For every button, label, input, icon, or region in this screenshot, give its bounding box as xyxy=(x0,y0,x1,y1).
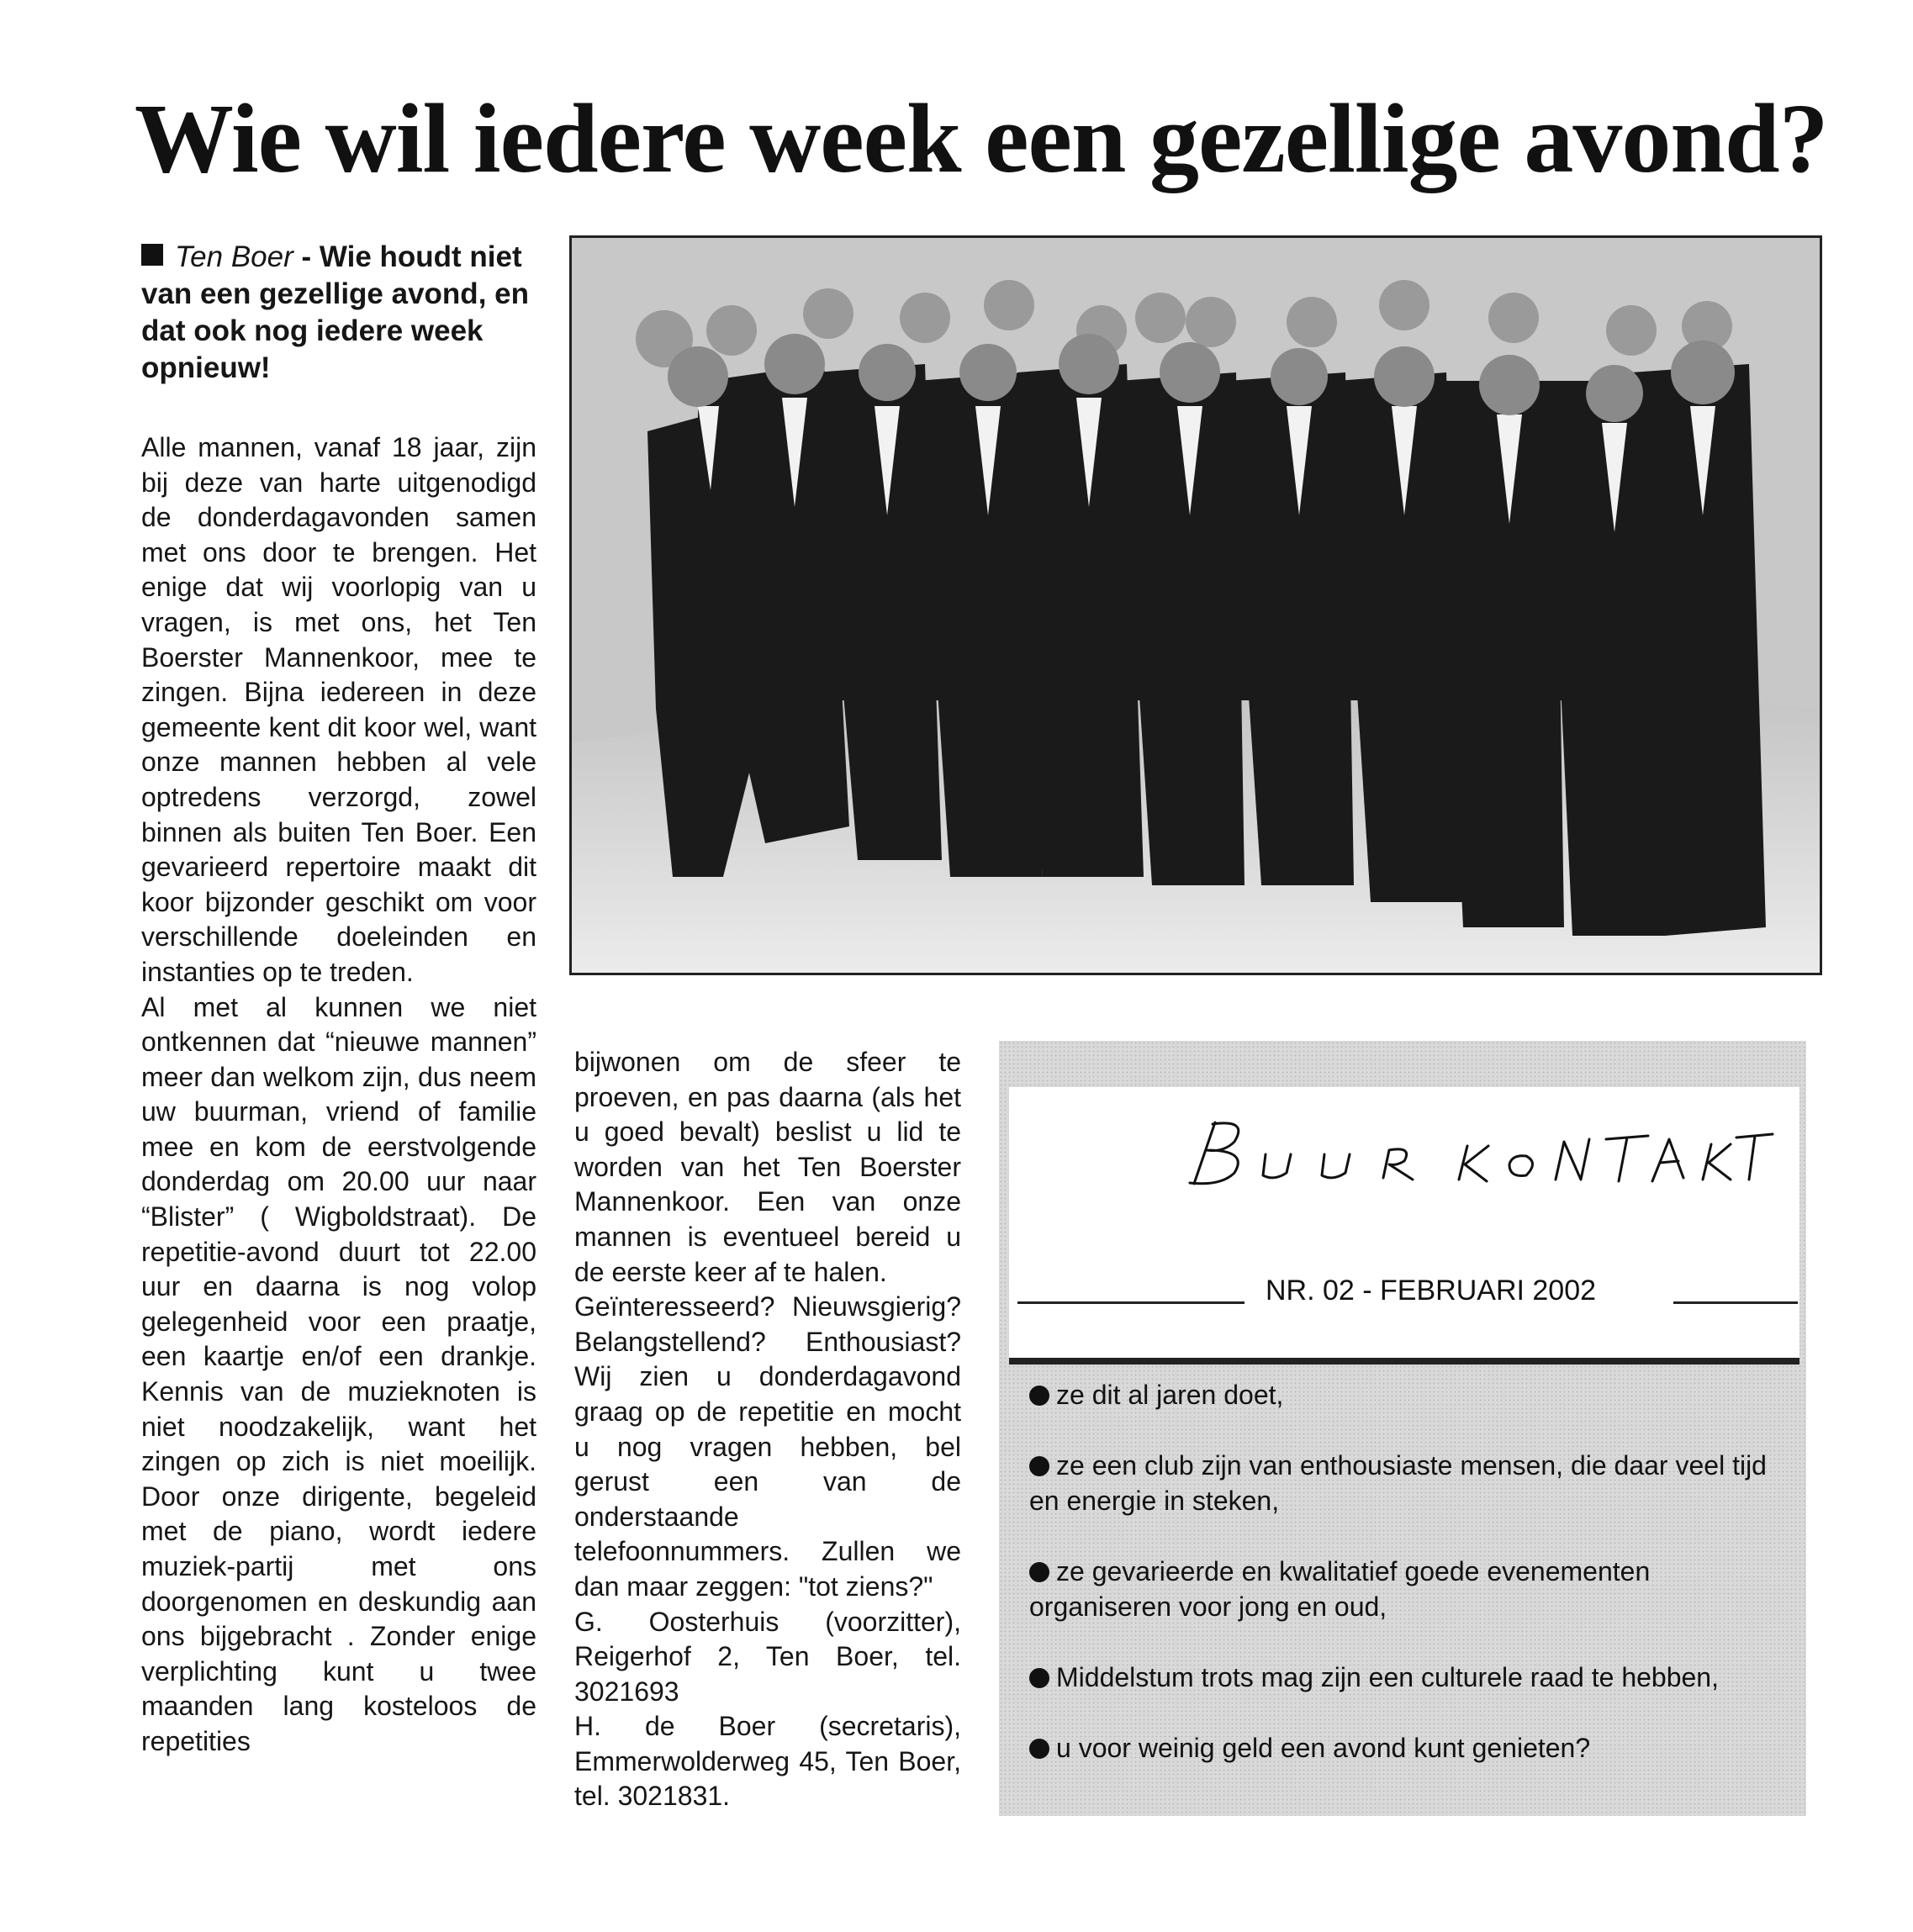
headline: Wie wil iedere week een gezellige avond? xyxy=(135,83,1828,193)
contact-secretary: H. de Boer (secretaris), Emmerwolderweg 45, Ten Boer, tel. 3021831. xyxy=(574,1711,961,1812)
article-lede xyxy=(141,239,536,387)
masthead-rule-left xyxy=(1017,1301,1245,1304)
article-paragraph-2: Al met al kunnen we niet ontkennen dat “nieuwe mannen” meer dan welkom zijn, dus neem uw buurman, vriend of familie mee en kom de eerstvolgende donderdag om 20.00 uur naar “Blister” ( Wigboldstraat). De repetitie-avond duurt tot 22.00 uur en daarna is nog volop gelegenheid voor een praatje, een kaartje en/of een drankje. Kennis van de muzieknoten is niet noodzakelijk, want het zingen op zich is niet moeilijk. Door onze dirigente, begeleid met de piano, wordt iedere muziek-partij met ons doorgenomen en deskundig aan ons bijgebracht . Zonder enige verplichting kunt u twee maanden lang kosteloos de repetities xyxy=(141,991,536,1756)
list-item xyxy=(1029,1730,1794,1766)
list-item-text: ze een club zijn van enthousiaste mensen, die daar veel tijd en energie in steken, xyxy=(1029,1450,1767,1516)
buurkontakt-logo xyxy=(1169,1112,1774,1196)
buurkontakt-box xyxy=(999,1041,1806,1816)
list-item xyxy=(1029,1660,1794,1695)
article-paragraph-3: bijwonen om de sfeer te proeven, en pas daarna (als het u goed bevalt) beslist u lid te worden van het Ten Boerster Mannenkoor. Een van onze mannen is eventueel bereid u de eerste keer af te halen. xyxy=(574,1047,961,1287)
list-item xyxy=(1029,1554,1794,1624)
masthead-rule-right xyxy=(1673,1301,1798,1304)
list-item-text: ze gevarieerde en kwalitatief goede evenementen organiseren voor jong en oud, xyxy=(1029,1556,1651,1622)
contact-chairman: G. Oosterhuis (voorzitter), Reigerhof 2, Ten Boer, tel. 3021693 xyxy=(574,1606,961,1707)
list-item xyxy=(1029,1377,1794,1412)
buurkontakt-masthead xyxy=(1009,1087,1799,1365)
lede-text: Wie houdt niet van een gezellige avond, en dat ook nog iedere week opnieuw! xyxy=(141,240,529,384)
square-bullet-icon xyxy=(141,244,163,266)
dateline-place: Ten Boer xyxy=(175,240,293,273)
list-item-text: ze dit al jaren doet, xyxy=(1056,1380,1284,1410)
article-column-1 xyxy=(141,239,536,1760)
dateline-separator: - xyxy=(293,240,320,273)
list-item xyxy=(1029,1448,1794,1518)
choir-photo xyxy=(569,235,1822,975)
round-bullet-icon xyxy=(1029,1562,1049,1582)
box-bullet-list xyxy=(1029,1377,1794,1801)
list-item-text: u voor weinig geld een avond kunt genieten? xyxy=(1056,1733,1591,1763)
round-bullet-icon xyxy=(1029,1668,1049,1688)
issue-number: NR. 02 - FEBRUARI 2002 xyxy=(1266,1275,1597,1306)
article-paragraph-1: Alle mannen, vanaf 18 jaar, zijn bij deze van harte uitgenodigd de donderdagavonden samen met ons door te brengen. Het enige dat wij voorlopig van u vragen, is met ons, het Ten Boerster Mannenkoor, mee te zingen. Bijna iedereen in deze gemeente kent dit koor wel, want onze mannen hebben al vele optredens verzorgd, zowel binnen als buiten Ten Boer. Een gevarieerd repertoire maakt dit koor bijzonder geschikt om voor verschillende doeleinden en instanties op te treden. xyxy=(141,432,536,987)
round-bullet-icon xyxy=(1029,1739,1049,1759)
article-column-2 xyxy=(574,1045,961,1814)
round-bullet-icon xyxy=(1029,1386,1049,1406)
choir-photo-illustration xyxy=(572,238,1822,975)
round-bullet-icon xyxy=(1029,1456,1049,1476)
list-item-text: Middelstum trots mag zijn een culturele raad te hebben, xyxy=(1056,1662,1719,1692)
article-paragraph-4: Geïnteresseerd? Nieuwsgierig? Belangstellend? Enthousiast? Wij zien u donderdagavond graag op de repetitie en mocht u nog vragen hebben, bel gerust een van de onderstaande telefoonnummers. Zullen we dan maar zeggen: "tot ziens?" xyxy=(574,1291,961,1602)
